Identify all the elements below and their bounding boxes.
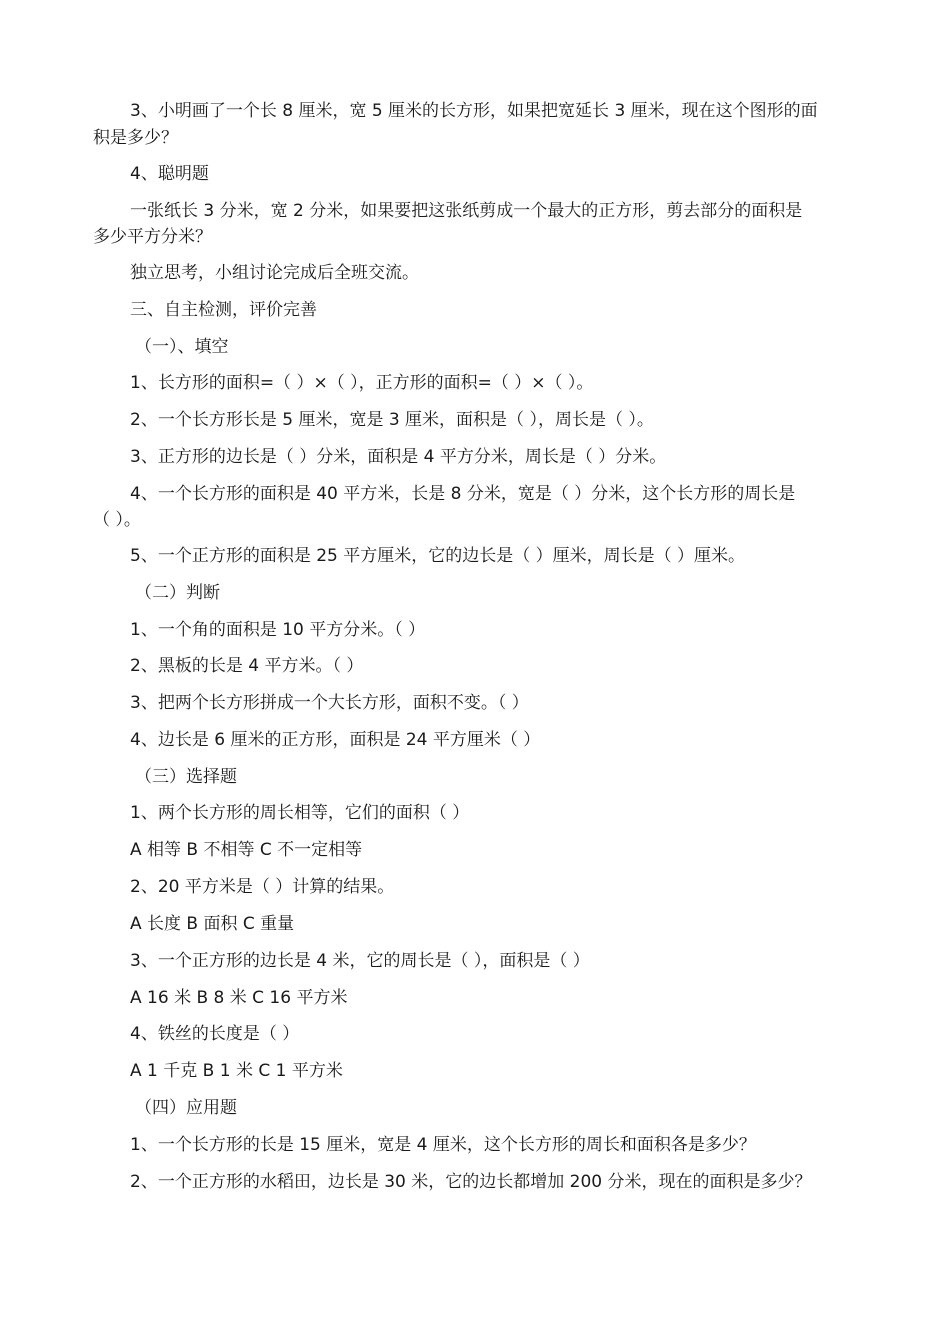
- question-4-line-2: 多少平方分米？: [93, 227, 212, 247]
- question-4-heading: 4、聪明题: [130, 164, 209, 184]
- choice-item-3: 3、一个正方形的边长是 4 米，它的周长是（ ），面积是（ ）: [130, 951, 590, 971]
- choice-item-4: 4、铁丝的长度是（ ）: [130, 1024, 300, 1044]
- application-item-2: 2、一个正方形的水稻田，边长是 30 米，它的边长都增加 200 分米，现在的面积是多少？: [130, 1172, 812, 1192]
- judge-item-3: 3、把两个长方形拼成一个大长方形，面积不变。（ ）: [130, 693, 529, 713]
- application-heading: （四）应用题: [135, 1098, 237, 1118]
- application-item-1: 1、一个长方形的长是 15 厘米，宽是 4 厘米，这个长方形的周长和面积各是多少？: [130, 1135, 756, 1155]
- judge-item-1: 1、一个角的面积是 10 平方分米。（ ）: [130, 620, 426, 640]
- fill-item-2: 2、一个长方形长是 5 厘米，宽是 3 厘米，面积是（ ），周长是（ ）。: [130, 410, 654, 430]
- question-3-line-1: 3、小明画了一个长 8 厘米，宽 5 厘米的长方形，如果把宽延长 3 厘米，现在这个图形的面: [130, 101, 818, 121]
- section-3-heading: 三、自主检测，评价完善: [130, 300, 317, 320]
- choice-item-2: 2、20 平方米是（ ）计算的结果。: [130, 877, 395, 897]
- fill-item-1: 1、长方形的面积=（ ）×（ ），正方形的面积=（ ）×（ ）。: [130, 373, 594, 393]
- fill-item-3: 3、正方形的边长是（ ）分米，面积是 4 平方分米，周长是（ ）分米。: [130, 447, 667, 467]
- judge-item-4: 4、边长是 6 厘米的正方形，面积是 24 平方厘米（ ）: [130, 730, 541, 750]
- choice-item-1: 1、两个长方形的周长相等，它们的面积（ ）: [130, 803, 470, 823]
- fill-blank-heading: （一）、填空: [135, 337, 229, 357]
- judge-item-2: 2、黑板的长是 4 平方米。（ ）: [130, 656, 364, 676]
- choice-item-2-options: A 长度 B 面积 C 重量: [130, 914, 295, 934]
- fill-item-5: 5、一个正方形的面积是 25 平方厘米，它的边长是（ ）厘米，周长是（ ）厘米。: [130, 546, 746, 566]
- choice-item-4-options: A 1 千克 B 1 米 C 1 平方米: [130, 1061, 343, 1081]
- judge-heading: （二）判断: [135, 583, 220, 603]
- fill-item-4-line-2: （ ）。: [93, 510, 141, 530]
- question-4-line-1: 一张纸长 3 分米，宽 2 分米，如果要把这张纸剪成一个最大的正方形，剪去部分的面积是: [130, 201, 803, 221]
- fill-item-4-line-1: 4、一个长方形的面积是 40 平方米，长是 8 分米，宽是（ ）分米，这个长方形的周长是: [130, 484, 796, 504]
- choice-heading: （三）选择题: [135, 767, 237, 787]
- question-3-line-2: 积是多少？: [93, 128, 178, 148]
- choice-item-1-options: A 相等 B 不相等 C 不一定相等: [130, 840, 363, 860]
- discussion-instruction: 独立思考，小组讨论完成后全班交流。: [130, 263, 419, 283]
- choice-item-3-options: A 16 米 B 8 米 C 16 平方米: [130, 988, 348, 1008]
